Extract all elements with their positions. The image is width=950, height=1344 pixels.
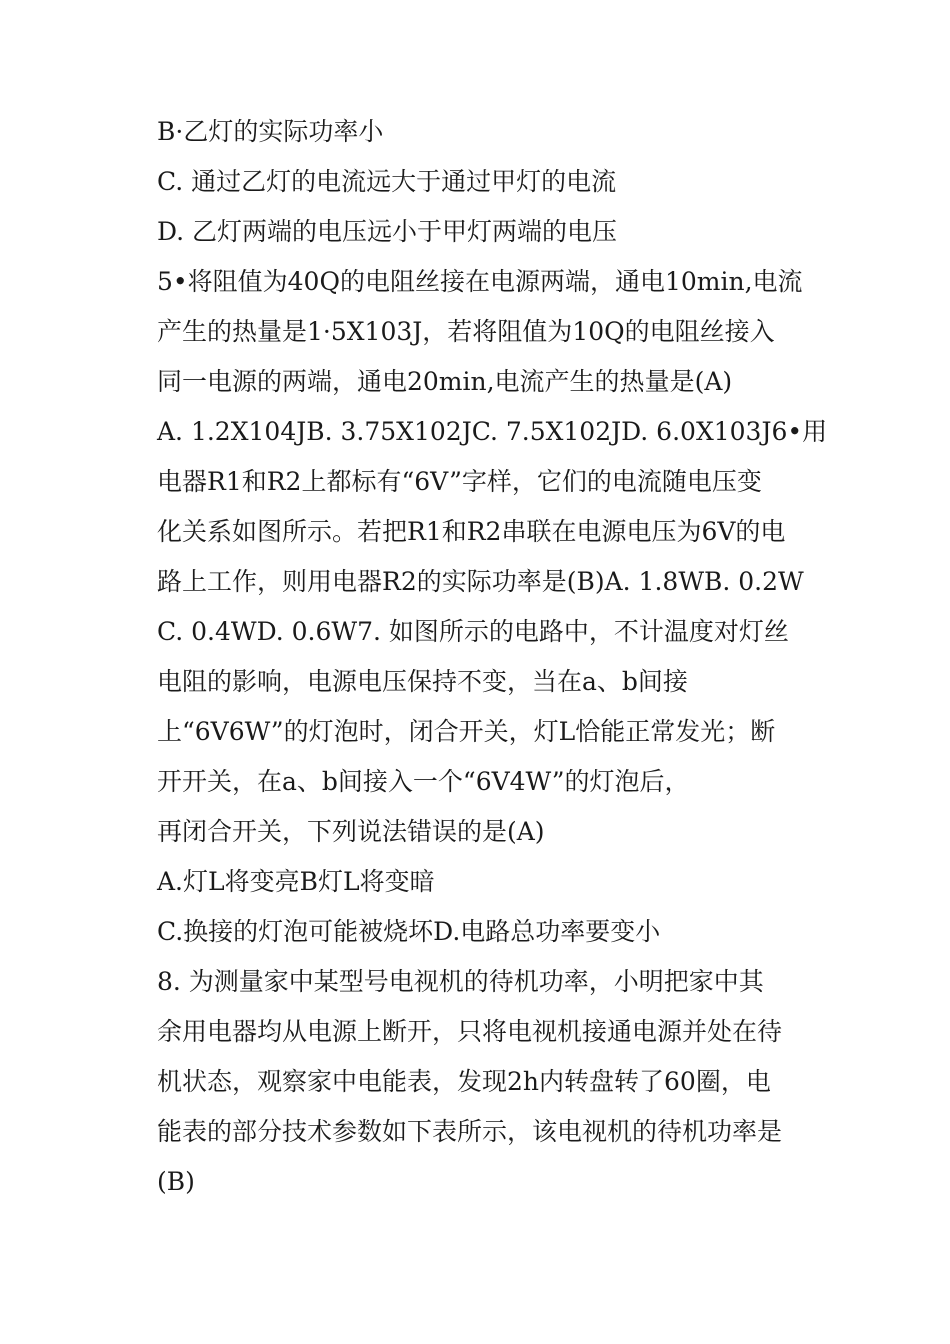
text-line-4: 5•将阻值为40Q的电阻丝接在电源两端，通电10min,电流 xyxy=(157,267,803,296)
text-line-7: A. 1.2X104JB. 3.75X102JC. 7.5X102JD. 6.0X103J6•用 xyxy=(157,417,828,446)
text-line-14: 开开关，在a、b间接入一个“6V4W”的灯泡后， xyxy=(157,767,690,796)
text-line-19: 余用电器均从电源上断开，只将电视机接通电源并处在待 xyxy=(157,1017,783,1046)
text-line-16: A.灯L将变亮B灯L将变暗 xyxy=(157,867,435,896)
text-line-10: 路上工作，则用电器R2的实际功率是(B)A. 1.8WB. 0.2W xyxy=(157,567,804,596)
text-line-18: 8. 为测量家中某型号电视机的待机功率，小明把家中其 xyxy=(157,967,764,996)
text-line-8: 电器R1和R2上都标有“6V”字样，它们的电流随电压变 xyxy=(157,467,762,496)
text-line-9: 化关系如图所示。若把R1和R2串联在电源电压为6V的电 xyxy=(157,517,786,546)
text-line-15: 再闭合开关，下列说法错误的是(A) xyxy=(157,817,545,846)
text-line-17: C.换接的灯泡可能被烧坏D.电路总功率要变小 xyxy=(157,917,661,946)
text-line-22: (B) xyxy=(157,1167,195,1196)
text-line-13: 上“6V6W”的灯泡时，闭合开关，灯L恰能正常发光；断 xyxy=(157,717,776,746)
text-line-12: 电阻的影响，电源电压保持不变，当在a、b间接 xyxy=(157,667,688,696)
text-line-6: 同一电源的两端，通电20min,电流产生的热量是(A) xyxy=(157,367,733,396)
text-line-2: C. 通过乙灯的电流远大于通过甲灯的电流 xyxy=(157,167,617,196)
text-line-11: C. 0.4WD. 0.6W7. 如图所示的电路中，不计温度对灯丝 xyxy=(157,617,789,646)
text-line-1: B·乙灯的实际功率小 xyxy=(157,117,384,146)
text-line-21: 能表的部分技术参数如下表所示，该电视机的待机功率是 xyxy=(157,1117,783,1146)
text-line-5: 产生的热量是1·5X103J，若将阻值为10Q的电阻丝接入 xyxy=(157,317,775,346)
text-line-20: 机状态，观察家中电能表，发现2h内转盘转了60圈，电 xyxy=(157,1067,771,1096)
text-line-3: D. 乙灯两端的电压远小于甲灯两端的电压 xyxy=(157,217,618,246)
